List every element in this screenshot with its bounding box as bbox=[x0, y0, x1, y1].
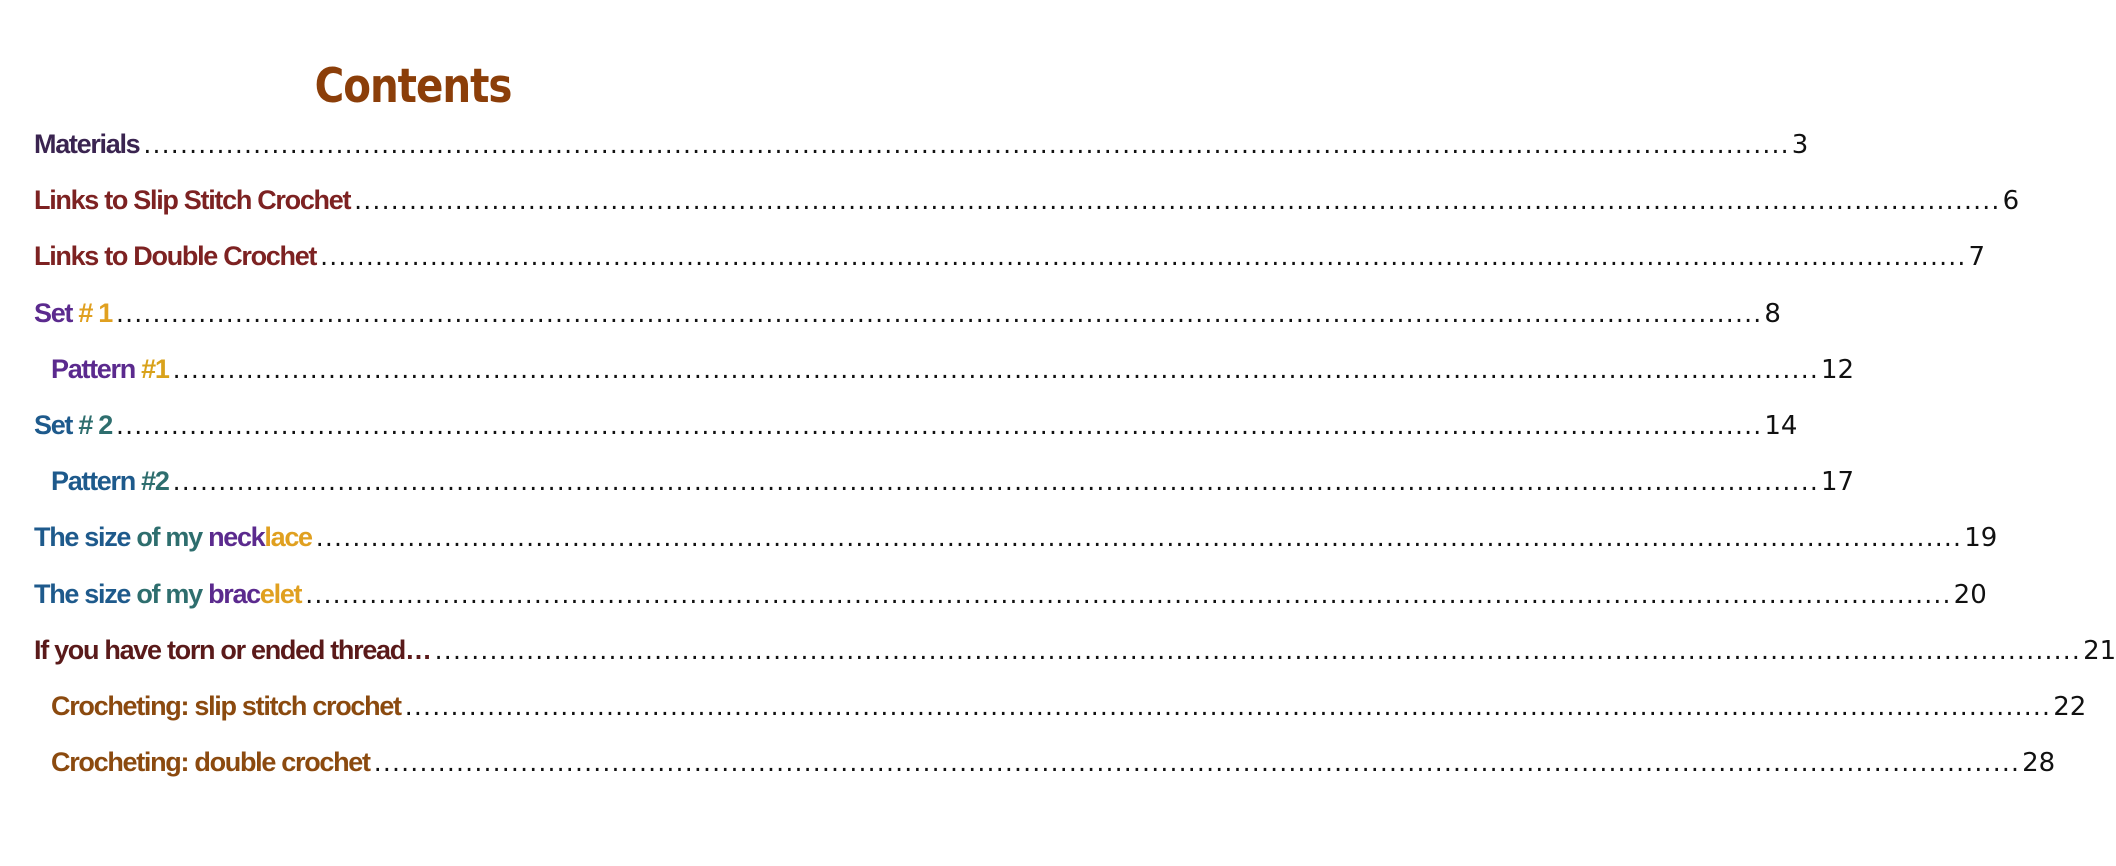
toc-entry-title bbox=[51, 681, 401, 731]
dot-leader: .................................................................................................................................................................................... bbox=[115, 410, 1763, 440]
toc-entry-set-2[interactable] bbox=[34, 400, 1798, 456]
page-number: 21 bbox=[2083, 635, 2116, 666]
toc-entry-title bbox=[34, 512, 312, 562]
toc-title-segment: Crocheting: double crochet bbox=[51, 747, 370, 778]
toc-title-segment: elet bbox=[259, 578, 302, 609]
toc-entry-links-slip-stitch[interactable] bbox=[34, 175, 2020, 231]
toc-entry-pattern-1[interactable] bbox=[34, 344, 1855, 400]
toc-title-segment: # 2 bbox=[78, 409, 112, 440]
page-number: 17 bbox=[1820, 467, 1855, 498]
toc-title-segment: Set bbox=[34, 297, 79, 328]
toc-entry-title bbox=[34, 569, 301, 619]
toc-entry-materials[interactable] bbox=[34, 119, 1809, 175]
toc-title-segment: lace bbox=[264, 522, 312, 553]
toc-entry-title bbox=[34, 625, 431, 675]
page-number: 14 bbox=[1764, 410, 1798, 441]
page-number: 6 bbox=[2002, 186, 2020, 217]
toc-title-segment: If you have torn or ended thread… bbox=[34, 634, 431, 665]
toc-entry-bracelet-size[interactable] bbox=[34, 569, 1987, 625]
dot-leader: .................................................................................................................................................................................... bbox=[320, 242, 1967, 272]
dot-leader: .................................................................................................................................................................................... bbox=[434, 635, 2082, 665]
toc-entry-title bbox=[34, 175, 350, 225]
toc-title-segment: #2 bbox=[141, 466, 169, 497]
dot-leader: .................................................................................................................................................................................... bbox=[115, 298, 1763, 328]
page-number: 7 bbox=[1968, 242, 1986, 273]
page-title: Contents bbox=[314, 59, 512, 114]
toc-title-segment: #1 bbox=[141, 353, 169, 384]
toc-entry-slip-stitch-crochet[interactable] bbox=[34, 681, 2087, 737]
toc-title-segment: of my bbox=[136, 522, 209, 553]
toc-title-segment: Pattern bbox=[51, 353, 142, 384]
page-number: 22 bbox=[2053, 691, 2087, 722]
toc-title-segment: Materials bbox=[34, 129, 140, 159]
toc-entry-links-double-crochet[interactable] bbox=[34, 231, 1986, 287]
toc-title-segment: Links to Double Crochet bbox=[34, 241, 317, 272]
table-of-contents bbox=[34, 119, 2116, 793]
toc-title-segment: # 1 bbox=[78, 297, 112, 328]
toc-title-segment: The size bbox=[34, 578, 137, 609]
page-number: 28 bbox=[2022, 748, 2056, 779]
toc-entry-title bbox=[51, 737, 370, 787]
toc-entry-title bbox=[34, 288, 112, 338]
toc-title-segment: of my bbox=[136, 578, 209, 609]
toc-entry-necklace-size[interactable] bbox=[34, 512, 1998, 568]
toc-entry-title bbox=[51, 456, 169, 506]
page-number: 8 bbox=[1764, 298, 1781, 329]
dot-leader: .................................................................................................................................................................................... bbox=[305, 579, 1952, 609]
dot-leader: .................................................................................................................................................................................... bbox=[354, 186, 2001, 216]
toc-entry-double-crochet[interactable] bbox=[34, 737, 2056, 793]
toc-entry-title bbox=[34, 400, 112, 450]
page-number: 19 bbox=[1964, 523, 1998, 554]
dot-leader: .................................................................................................................................................................................... bbox=[172, 354, 1819, 384]
toc-entry-title bbox=[51, 344, 169, 394]
toc-entry-pattern-2[interactable] bbox=[34, 456, 1855, 512]
dot-leader: .................................................................................................................................................................................... bbox=[172, 467, 1819, 497]
toc-entry-set-1[interactable] bbox=[34, 288, 1781, 344]
toc-entry-title bbox=[34, 119, 139, 169]
toc-title-segment: Crocheting: slip stitch crochet bbox=[51, 690, 401, 721]
toc-entry-title bbox=[34, 231, 316, 281]
toc-title-segment: The size bbox=[34, 522, 137, 553]
page-number: 20 bbox=[1953, 579, 1987, 610]
dot-leader: .................................................................................................................................................................................... bbox=[404, 691, 2052, 721]
toc-title-segment: Pattern bbox=[51, 466, 142, 497]
page-number: 12 bbox=[1820, 354, 1855, 385]
toc-title-segment: Links to Slip Stitch Crochet bbox=[34, 185, 351, 216]
toc-title-segment: Set bbox=[34, 409, 79, 440]
dot-leader: .................................................................................................................................................................................... bbox=[143, 130, 1790, 159]
dot-leader: .................................................................................................................................................................................... bbox=[373, 748, 2021, 778]
toc-entry-torn-thread[interactable] bbox=[34, 625, 2116, 681]
toc-title-segment: brac bbox=[208, 578, 260, 609]
page-number: 3 bbox=[1791, 130, 1809, 160]
toc-title-segment: neck bbox=[208, 522, 265, 553]
dot-leader: .................................................................................................................................................................................... bbox=[315, 523, 1963, 553]
